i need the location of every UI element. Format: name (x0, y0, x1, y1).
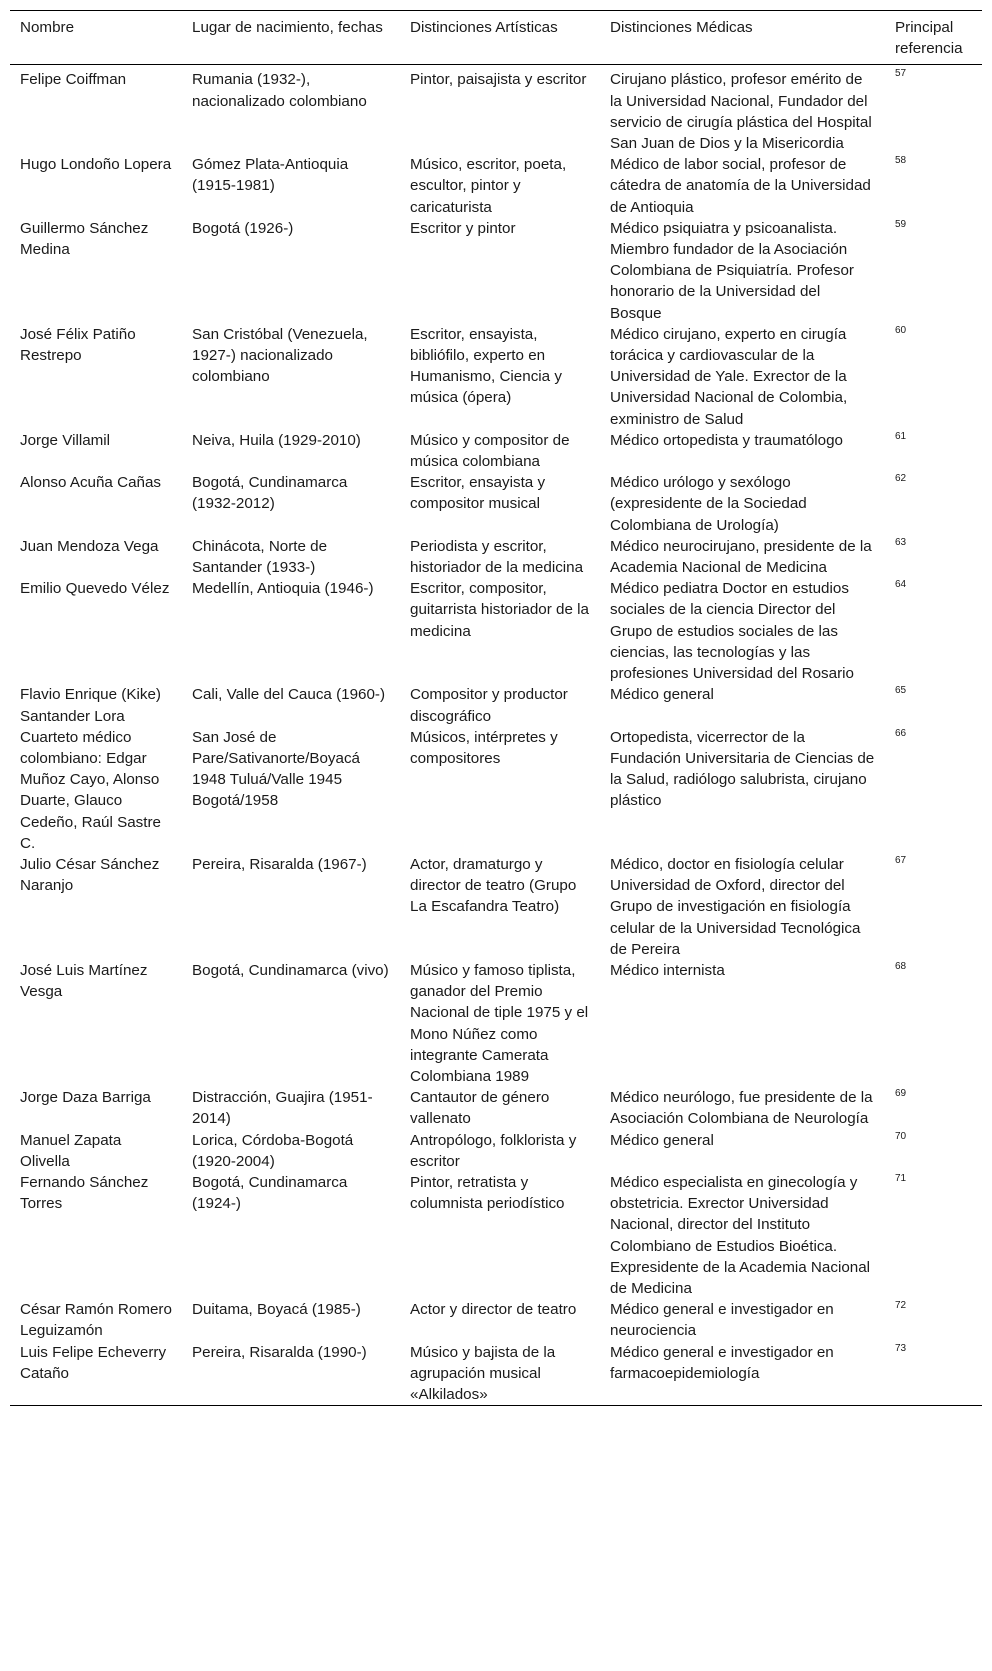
cell-referencia: 63 (895, 536, 907, 548)
cell-lugar: San José de Pare/Sativanorte/Boyacá 1948 Tuluá/Valle 1945 Bogotá/1958 (192, 728, 361, 810)
cell-lugar: Pereira, Risaralda (1967-) (192, 855, 367, 873)
table-row (10, 218, 982, 324)
header-lugar: Lugar de nacimiento, fechas (192, 19, 383, 36)
header-medicas: Distinciones Médicas (610, 19, 753, 36)
cell-lugar: Bogotá, Cundinamarca (vivo) (192, 961, 389, 979)
table-row (10, 472, 982, 536)
cell-referencia: 72 (895, 1300, 907, 1312)
cell-referencia: 58 (895, 155, 907, 167)
cell-referencia: 64 (895, 579, 907, 591)
table-row (10, 727, 982, 854)
header-artisticas: Distinciones Artísticas (410, 19, 558, 36)
table-row (10, 1087, 982, 1129)
table-row (10, 1172, 982, 1299)
cell-nombre: César Ramón Romero Leguizamón (20, 1301, 172, 1340)
cell-medicas: Médico, doctor en fisiología celular Universidad de Oxford, director del Grupo de investigación en fisiología celular de la Universidad Tecnológica de Pereira (610, 855, 861, 958)
cell-medicas: Médico psiquiatra y psicoanalista. Miembro fundador de la Asociación Colombiana de Psiquiatría. Profesor honorario de la Universidad del Bosque (610, 219, 854, 322)
cell-artisticas: Pintor, retratista y columnista periodístico (410, 1173, 565, 1213)
cell-nombre: Jorge Villamil (20, 431, 111, 449)
cell-lugar: Gómez Plata-Antioquia (1915-1981) (192, 156, 349, 195)
cell-medicas: Médico especialista en ginecología y obstetricia. Exrector Universidad Nacional, director del Instituto Colombiano de Estudios Bioética. Expresidente de la Academia Nacional de Medicina (610, 1173, 871, 1297)
cell-medicas: Médico general (610, 686, 714, 704)
cell-referencia: 73 (895, 1342, 907, 1354)
cell-artisticas: Músicos, intérpretes y compositores (410, 728, 558, 767)
table-row (10, 1342, 982, 1406)
cell-lugar: Pereira, Risaralda (1990-) (192, 1343, 367, 1361)
cell-artisticas: Pintor, paisajista y escritor (410, 71, 587, 89)
cell-medicas: Médico de labor social, profesor de cátedra de anatomía de la Universidad de Antioquia (610, 156, 871, 216)
table-row (10, 1130, 982, 1172)
cell-nombre: José Félix Patiño Restrepo (20, 325, 136, 365)
table-row (10, 960, 982, 1087)
cell-lugar: Distracción, Guajira (1951-2014) (192, 1089, 373, 1128)
table-header (10, 11, 982, 65)
cell-nombre: Guillermo Sánchez Medina (20, 219, 149, 259)
cell-referencia: 68 (895, 960, 907, 972)
cell-nombre: Cuarteto médico colombiano: Edgar Muñoz Cayo, Alonso Duarte, Glauco Cedeño, Raúl Sastre C. (20, 728, 161, 852)
cell-medicas: Médico pediatra Doctor en estudios sociales de la ciencia Director del Grupo de estudios sociales de las ciencias, las tecnologías y las profesiones Universidad del Rosario (610, 580, 854, 683)
cell-artisticas: Compositor y productor discográfico (410, 686, 568, 725)
cell-referencia: 60 (895, 324, 907, 336)
cell-artisticas: Antropólogo, folklorista y escritor (410, 1131, 577, 1170)
cell-medicas: Médico cirujano, experto en cirugía torácica y cardiovascular de la Universidad de Yale. Exrector de la Universidad Nacional de Colombia, exministro de Salud (610, 325, 848, 428)
cell-medicas: Médico neurocirujano, presidente de la Academia Nacional de Medicina (610, 537, 872, 577)
cell-referencia: 61 (895, 430, 907, 442)
cell-artisticas: Músico y compositor de música colombiana (410, 431, 570, 471)
cell-artisticas: Músico y bajista de la agrupación musical «Alkilados» (410, 1343, 556, 1403)
table-row (10, 65, 982, 154)
table-row (10, 1299, 982, 1341)
cell-nombre: Juan Mendoza Vega (20, 537, 159, 555)
cell-artisticas: Músico y famoso tiplista, ganador del Premio Nacional de tiple 1975 y el Mono Núñez como integrante Camerata Colombiana 1989 (410, 961, 589, 1085)
distinctions-table (10, 10, 982, 1406)
cell-artisticas: Músico, escritor, poeta, escultor, pintor y caricaturista (410, 156, 567, 216)
table-body (10, 65, 982, 1406)
cell-artisticas: Periodista y escritor, historiador de la medicina (410, 537, 584, 577)
cell-nombre: Julio César Sánchez Naranjo (20, 855, 160, 895)
cell-lugar: Neiva, Huila (1929-2010) (192, 431, 361, 449)
header-referencia: Principal referencia (895, 19, 963, 58)
cell-nombre: Fernando Sánchez Torres (20, 1173, 149, 1213)
cell-lugar: Medellín, Antioquia (1946-) (192, 580, 374, 598)
cell-lugar: San Cristóbal (Venezuela, 1927-) nacionalizado colombiano (192, 325, 368, 386)
header-nombre: Nombre (20, 19, 75, 36)
cell-referencia: 69 (895, 1088, 907, 1100)
cell-medicas: Cirujano plástico, profesor emérito de la Universidad Nacional, Fundador del servicio de cirugía plástica del Hospital San Juan de Dios y la Misericordia (610, 71, 872, 153)
cell-lugar: Rumania (1932-), nacionalizado colombiano (192, 71, 367, 110)
cell-referencia: 59 (895, 218, 907, 230)
cell-nombre: Alonso Acuña Cañas (20, 474, 162, 492)
cell-lugar: Chinácota, Norte de Santander (1933-) (192, 537, 328, 577)
table-row (10, 536, 982, 578)
table-row (10, 854, 982, 960)
cell-referencia: 57 (895, 68, 907, 80)
cell-artisticas: Cantautor de género vallenato (410, 1089, 550, 1128)
cell-nombre: Luis Felipe Echeverry Cataño (20, 1343, 167, 1382)
cell-artisticas: Escritor, ensayista y compositor musical (410, 474, 546, 513)
cell-referencia: 70 (895, 1130, 907, 1142)
cell-nombre: Felipe Coiffman (20, 71, 127, 89)
table-row (10, 430, 982, 472)
cell-referencia: 71 (895, 1172, 907, 1184)
cell-artisticas: Actor, dramaturgo y director de teatro (Grupo La Escafandra Teatro) (410, 855, 577, 916)
cell-nombre: José Luis Martínez Vesga (20, 961, 148, 1001)
cell-lugar: Bogotá (1926-) (192, 219, 294, 237)
cell-nombre: Emilio Quevedo Vélez (20, 580, 170, 598)
cell-nombre: Jorge Daza Barriga (20, 1089, 151, 1107)
cell-lugar: Bogotá, Cundinamarca (1932-2012) (192, 474, 348, 513)
cell-nombre: Hugo Londoño Lopera (20, 156, 172, 174)
cell-nombre: Flavio Enrique (Kike) Santander Lora (20, 686, 161, 725)
header-row (10, 11, 982, 65)
cell-referencia: 62 (895, 473, 907, 485)
table-row (10, 578, 982, 684)
cell-medicas: Médico general e investigador en farmacoepidemiología (610, 1343, 834, 1382)
cell-artisticas: Escritor, ensayista, bibliófilo, experto en Humanismo, Ciencia y música (ópera) (410, 325, 562, 407)
cell-artisticas: Escritor, compositor, guitarrista historiador de la medicina (410, 580, 589, 640)
cell-medicas: Ortopedista, vicerrector de la Fundación Universitaria de Ciencias de la Salud, radiólogo salubrista, cirujano plástico (610, 728, 875, 810)
cell-medicas: Médico ortopedista y traumatólogo (610, 431, 844, 449)
cell-referencia: 65 (895, 685, 907, 697)
distinctions-table-container (10, 10, 982, 1406)
cell-medicas: Médico general e investigador en neurociencia (610, 1301, 834, 1340)
cell-artisticas: Escritor y pintor (410, 219, 516, 237)
cell-medicas: Médico general (610, 1131, 714, 1149)
cell-nombre: Manuel Zapata Olivella (20, 1131, 122, 1170)
cell-medicas: Médico urólogo y sexólogo (expresidente de la Sociedad Colombiana de Urología) (610, 474, 807, 534)
cell-referencia: 67 (895, 854, 907, 866)
cell-artisticas: Actor y director de teatro (410, 1301, 577, 1319)
cell-lugar: Cali, Valle del Cauca (1960-) (192, 686, 386, 704)
cell-referencia: 66 (895, 727, 907, 739)
cell-lugar: Duitama, Boyacá (1985-) (192, 1301, 361, 1319)
cell-lugar: Lorica, Córdoba-Bogotá (1920-2004) (192, 1131, 354, 1170)
cell-lugar: Bogotá, Cundinamarca (1924-) (192, 1173, 348, 1213)
table-row (10, 684, 982, 726)
cell-medicas: Médico neurólogo, fue presidente de la Asociación Colombiana de Neurología (610, 1089, 873, 1128)
table-row (10, 324, 982, 430)
cell-medicas: Médico internista (610, 961, 725, 979)
table-row (10, 154, 982, 218)
